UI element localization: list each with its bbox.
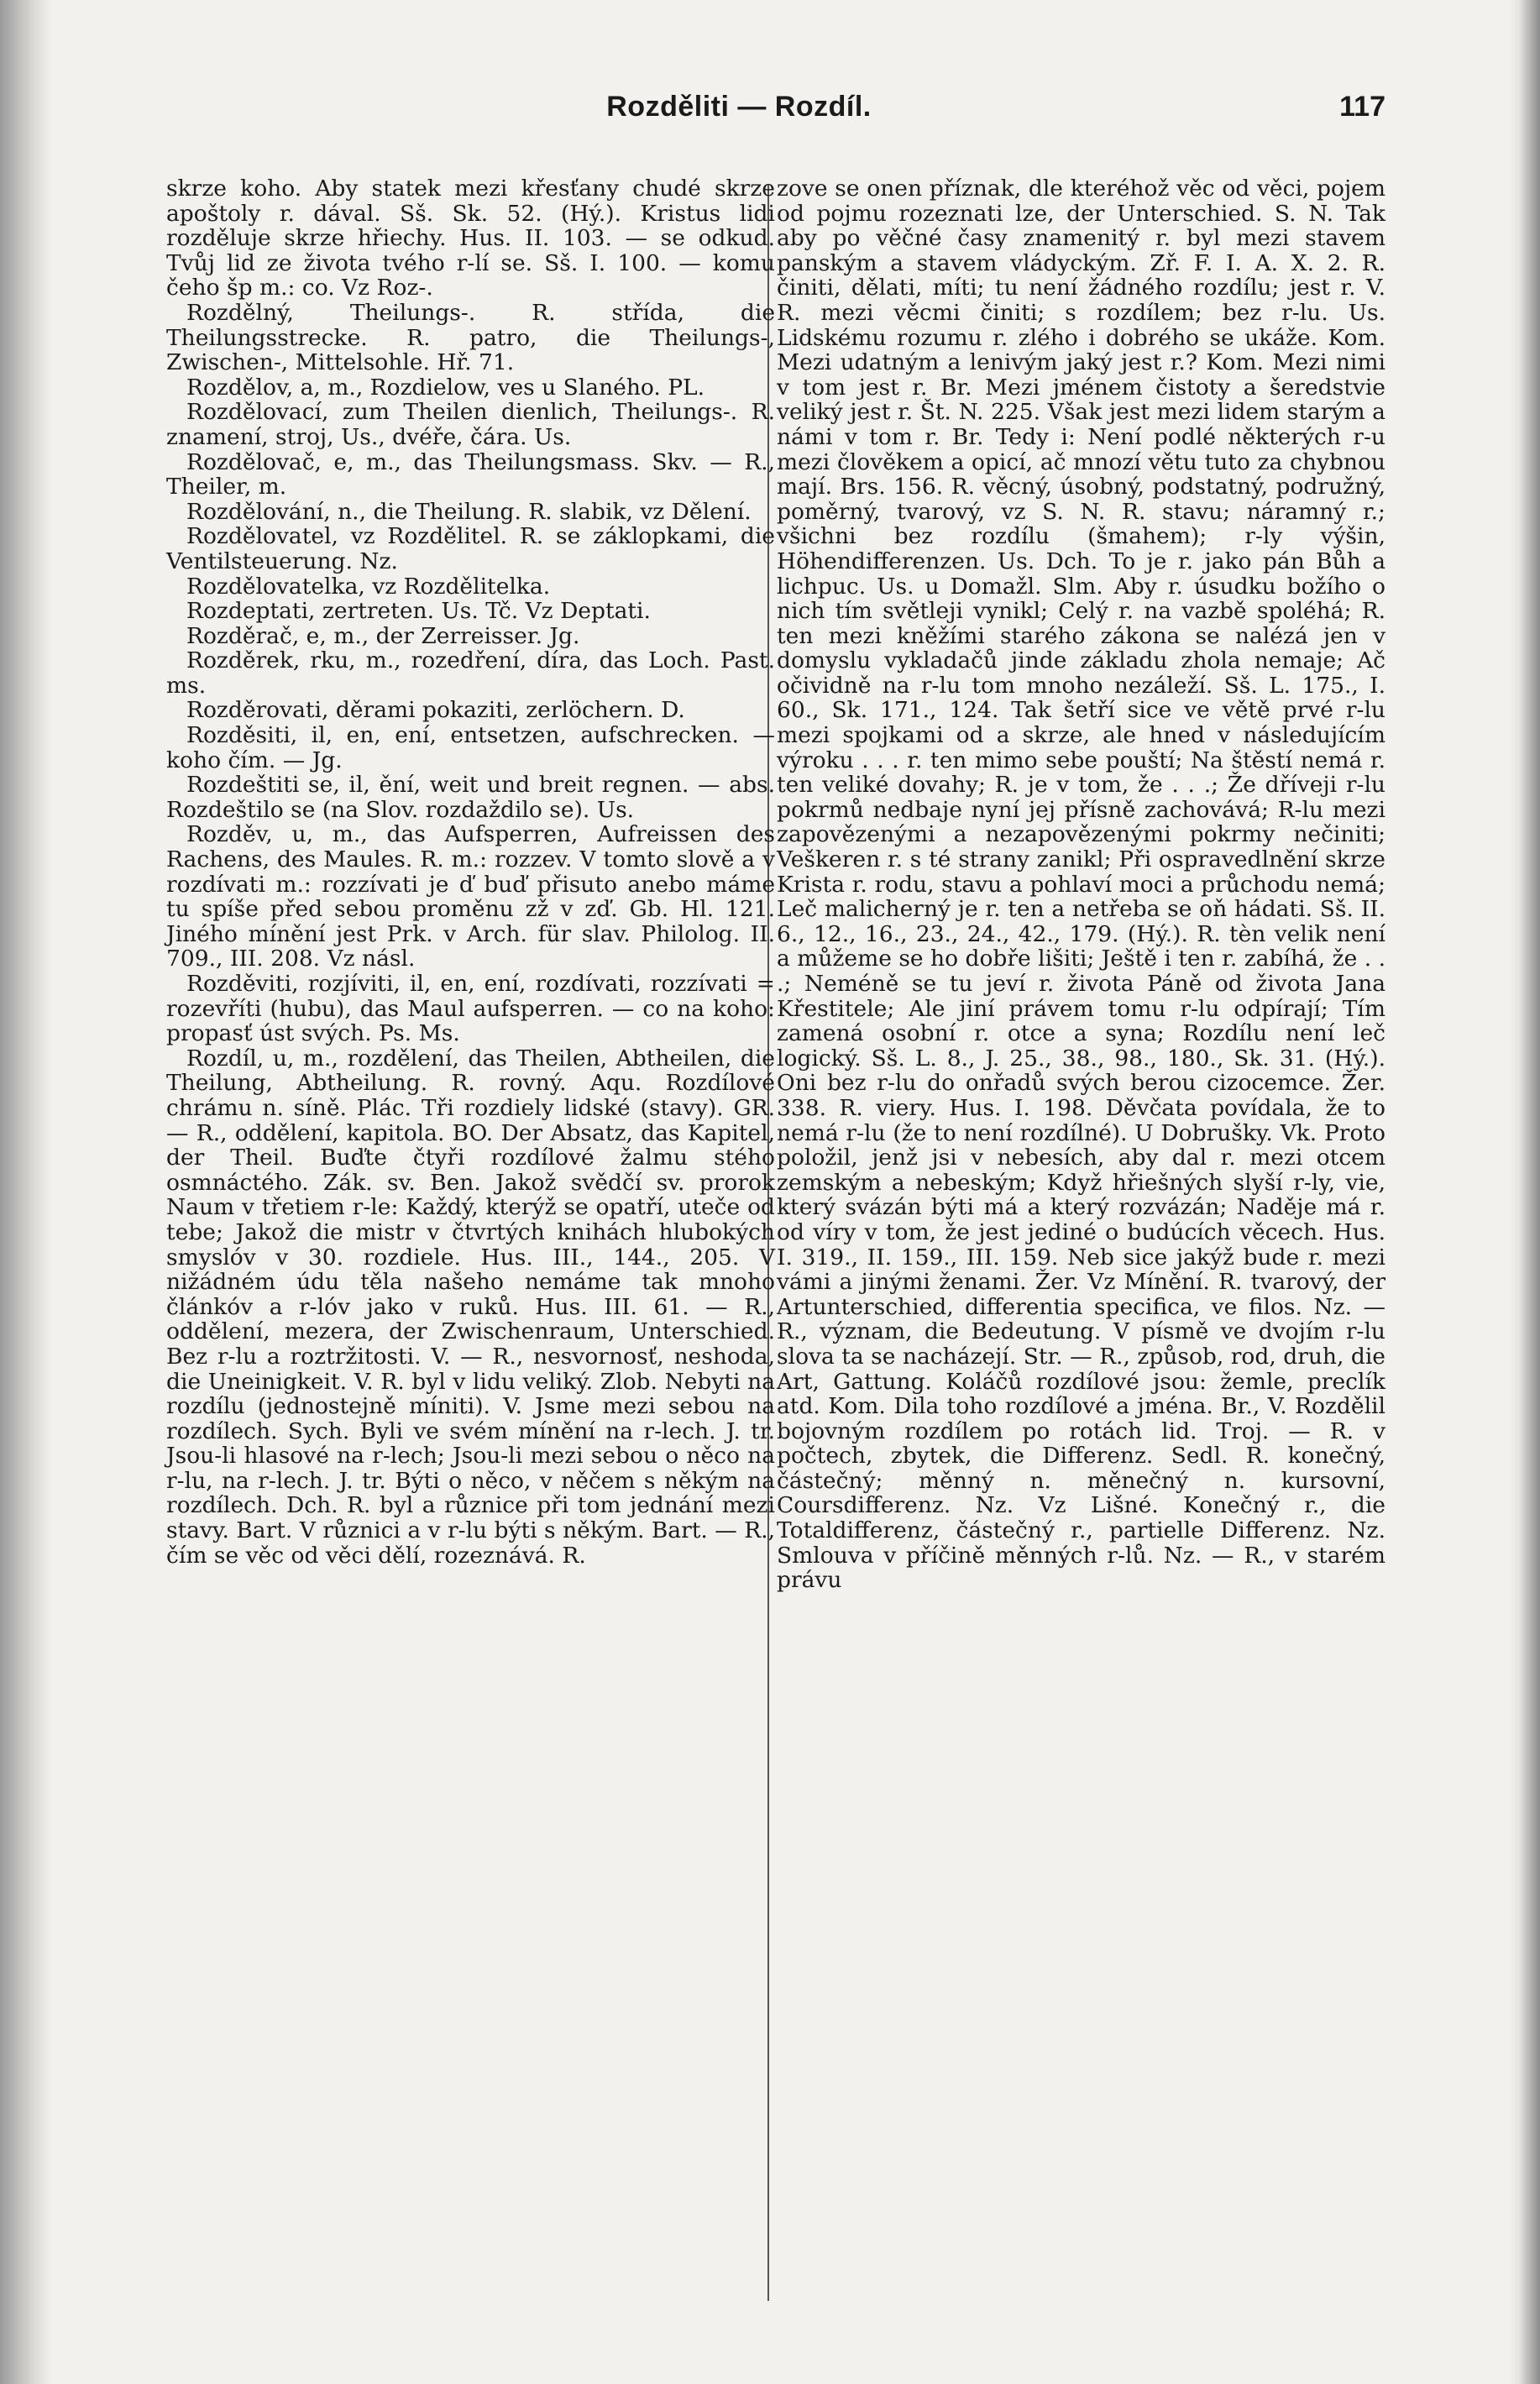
entry-continuation: zove se onen příznak, dle kteréhož věc od věci, pojem od pojmu rozeznati lze, der Unterschied. S. N. Tak aby po věčné časy znamenitý r. byl mezi stavem panským a stavem vládyckým. Zř. F. I. A. X. 2. R. činiti, dělati, míti; tu není žádného rozdílu; jest r. V. R. mezi věcmi činiti; s rozdílem; bez r-lu. Us. Lidskému rozumu r. zlého i dobrého se ukáže. Kom. Mezi udatným a lenivým jaký jest r.? Kom. Mezi nimi v tom jest r. Br. Mezi jménem čistoty a šeredstvie veliký jest r. Št. N. 225. Však jest mezi lidem starým a námi v tom r. Br. Tedy i: Není podlé některých r-u mezi člověkem a opicí, ač mnozí větu tuto za chybnou mají. Brs. 156. R. věcný, úsobný, podstatný, podružný, poměrný, tvarový, vz S. N. R. stavu; náramný r.; všichni bez rozdílu (šmahem); r-ly výšin, Höhendifferenzen. Us. Dch. To je r. jako pán Bůh a lichpuc. Us. u Domažl. Slm. Aby r. úsudku božího o nich tím světleji vynikl; Celý r. na vazbě spoléhá; R. ten mezi kněžími starého zákona se nalézá jen v domyslu vykladačů jinde základu zhola nemaje; Ač očividně na r-lu tom mnoho nezáleží. Sš. L. 175., I. 60., Sk. 171., 124. Tak šetří sice ve větě prvé r-lu mezi spojkami od a skrze, ale hned v následujícím výroku . . . r. ten mimo sebe pouští; Na štěstí nemá r. ten veliké dovahy; R. je v tom, že . . .; Že dříveji r-lu pokrmů nedbaje nyní jej přísně zachovává; R-lu mezi zapovězenými a nezapovězenými pokrmy nečiniti; Veškeren r. s té strany zanikl; Při ospravedlnění skrze Krista r. rodu, stavu a pohlaví moci a průchodu nemá; Leč malicherný je r. ten a netřeba se oň hádati. Sš. II. 6., 12., 16., 23., 24., 42., 179. (Hý.). R. tèn velik není a můžeme se ho dobře lišiti; Ještě i ten r. zabíhá, že . . .; Neméně se tu jeví r. života Páně od života Jana Křestitele; Ale jiní právem tomu r-lu odpírají; Tím zamená osobní r. otce a syna; Rozdílu není leč logický. Sš. L. 8., J. 25., 38., 98., 180., Sk. 31. (Hý.). Oni bez r-lu do onřadů svých berou cizocemce. Žer. 338. R. viery. Hus. I. 198. Děvčata povídala, že to nemá r-lu (že to není rozdílné). U Dobrušky. Vk. Proto položil, jenž jsi v nebesích, aby dal r. mezi otcem zemským a nebeským; Když hřiešných slyší r-ly, vie, který svázán býti má a který rozvázán; Naděje má r. od víry v tom, že jest jediné o budúcích věcech. Hus. I. 319., II. 159., III. 159. Neb sice jakýž bude r. mezi vámi a jinými ženami. Žer. Vz Mínění. R. tvarový, der Artunterschied, differentia specifica, ve filos. Nz. — R., význam, die Bedeutung. V písmě ve dvojím r-lu slova ta se nacházejí. Str. — R., způsob, rod, druh, die Art, Gattung. Koláčů rozdílové jsou: žemle, preclík atd. Kom. Dila toho rozdílové a jména. Br., V. Rozdělil bojovným rozdílem po rotách lid. Troj. — R. v počtech, zbytek, die Differenz. Sedl. R. konečný, částečný; měnný n. měnečný n. kursovní, Coursdifferenz. Nz. Vz Lišné. Konečný r., die Totaldifferenz, částečný r., partielle Differenz. Nz. Smlouva v příčině měnných r-lů. Nz. — R., v starém právu: [777, 176, 1385, 1594]
dictionary-entry: Rozdělování, n., die Theilung. R. slabik, vz Dělení.: [186, 498, 752, 525]
scan-edge-left: [0, 0, 52, 2384]
dictionary-entry: Rozdíl, u, m., rozdělení, das Theilen, Abtheilen, die Theilung, Abtheilung. R. rovný. Aqu. Rozdílové chrámu n. síně. Plác. Tři rozdiely lidské (stavy). GR. — R., oddělení, kapitola. BO. Der Absatz, das Kapitel, der Theil. Buďte čtyři rozdílové žalmu stého osmnáctého. Zák. sv. Ben. Jakož svědčí sv. prorok Naum v třetiem r-le: Každý, kterýž se opatří, uteče od tebe; Jakož die mistr v čtvrtých knihách hlubokých smyslóv v 30. rozdiele. Hus. III., 144., 205. V nižádném údu těla našeho nemáme tak mnoho článkóv a r-lóv jako v ruků. Hus. III. 61. — R., oddělení, mezera, der Zwischenraum, Unterschied. Bez r-lu a roztržitosti. V. — R., nesvornosť, neshoda, die Uneinigkeit. V. R. byl v lidu veliký. Zlob. Nebyti na rozdílu (jednostejně míniti). V. Jsme mezi sebou na rozdílech. Sych. Byli ve svém mínění na r-lech. J. tr. Jsou-li hlasové na r-lech; Jsou-li mezi sebou o něco na r-lu, na r-lech. J. tr. Býti o něco, v něčem s někým na rozdílech. Dch. R. byl a různice při tom jednání mezi stavy. Bart. V různici a v r-lu býti s někým. Bart. — R., čím se věc od věci dělí, rozeznává. R.: [166, 1045, 775, 1569]
dictionary-entry: Rozdělovač, e, m., das Theilungsmass. Skv. — R., Theiler, m.: [166, 448, 775, 500]
dictionary-entry: Rozdělovatelka, vz Rozdělitelka.: [186, 573, 551, 600]
dictionary-entry: Rozdělný, Theilungs-. R. střída, die Theilungsstrecke. R. patro, die Theilungs-, Zwischen-, Mittelsohle. Hř. 71.: [166, 299, 775, 376]
dictionary-entry: Rozdělovací, zum Theilen dienlich, Theilungs-. R. znamení, stroj, Us., dvéře, čára. Us.: [166, 399, 775, 450]
dictionary-entry: Rozdeptati, zertreten. Us. Tč. Vz Deptati.: [186, 598, 651, 625]
dictionary-entry: Rozdělov, a, m., Rozdielow, ves u Slaného. PL.: [186, 374, 705, 401]
dictionary-entry: Rozděv, u, m., das Aufsperren, Aufreissen des Rachens, des Maules. R. m.: rozzev. V tomto slově a v rozdívati m.: rozzívati je ď buď přisuto anebo máme tu spíše před sebou proměnu zž v zď. Gb. Hl. 121. Jiného mínění jest Prk. v Arch. für slav. Philolog. II. 709., III. 208. Vz násl.: [166, 821, 775, 972]
dictionary-entry: Rozdělovatel, vz Rozdělitel. R. se záklopkami, die Ventilsteuerung. Nz.: [166, 523, 775, 574]
dictionary-entry: Rozděrač, e, m., der Zerreisser. Jg.: [186, 622, 580, 649]
right-column: [777, 176, 1385, 1593]
dictionary-entry: Rozděrovati, děrami pokaziti, zerlöchern. D.: [186, 697, 685, 724]
dictionary-entry: Rozděviti, rozjíviti, il, en, ení, rozdívati, rozzívati = rozevříti (hubu), das Maul aufsperren. — co na koho: propasť úst svých. Ps. Ms.: [166, 971, 775, 1047]
left-column: [166, 176, 775, 1568]
page-header: [92, 91, 1385, 141]
scan-edge-right: [1510, 0, 1540, 2384]
entry-continuation: skrze koho. Aby statek mezi křesťany chudé skrze apoštoly r. dával. Sš. Sk. 52. (Hý.). Kristus lidi rozděluje skrze hřiechy. Hus. II. 103. — se odkud. Tvůj lid ze života tvého r-lí se. Sš. I. 100. — komu čeho šp m.: co. Vz Roz-.: [166, 176, 775, 301]
running-head: Rozděliti — Rozdíl.: [606, 91, 872, 123]
dictionary-entry: Rozdeštiti se, il, ění, weit und breit regnen. — abs. Rozdeštilo se (na Slov. rozdaždilo se). Us.: [166, 772, 775, 823]
dictionary-entry: Rozděsiti, il, en, ení, entsetzen, aufschrecken. — koho čím. — Jg.: [166, 722, 775, 773]
dictionary-entry: Rozděrek, rku, m., rozedření, díra, das Loch. Past. ms.: [166, 647, 775, 699]
page-number: 117: [1339, 91, 1385, 123]
